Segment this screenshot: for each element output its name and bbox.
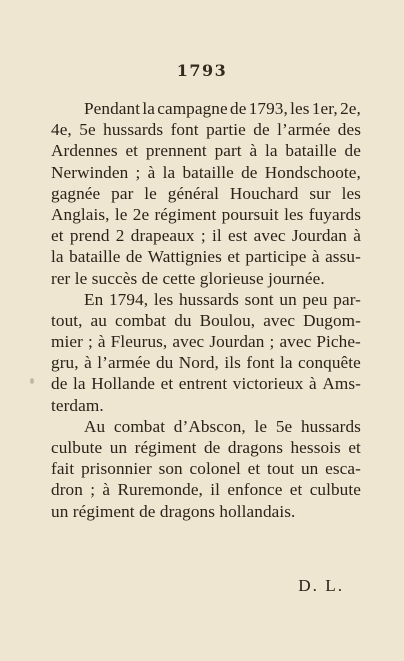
signature: D. L. — [298, 576, 344, 595]
paper-stain — [30, 378, 34, 384]
text-line: de la Hollande et entrent victorieux à Ams- — [51, 374, 361, 394]
text-line: gru, à l’armée du Nord, ils font la conquête — [51, 353, 361, 373]
text-line: Ardennes et prennent part à la bataille de — [51, 141, 361, 161]
text-line: dron ; à Ruremonde, il enfonce et culbute — [51, 480, 361, 500]
text-line: la bataille de Wattignies et participe à assu- — [51, 247, 361, 267]
text-line: Au combat d’Abscon, le 5e hussards — [84, 416, 361, 436]
text-line: En 1794, les hussards sont un peu par- — [84, 289, 361, 309]
text-line: culbute un régiment de dragons hessois et — [51, 438, 361, 457]
text-line: terdam. — [51, 395, 104, 415]
text-line: fait prisonnier son colonel et tout un esca- — [51, 459, 361, 479]
text-line: rer le succès de cette glorieuse journée. — [51, 268, 325, 288]
text-line: gagnée par le général Houchard sur les — [51, 183, 361, 203]
page-heading: 1793 — [176, 61, 228, 80]
text-line: et prend 2 drapeaux ; il est avec Jourdan à — [51, 226, 361, 246]
text-line: un régiment de dragons hollandais. — [51, 501, 296, 521]
page-body-text — [51, 98, 361, 522]
text-line: tout, au combat du Boulou, avec Dugom- — [51, 310, 361, 330]
text-line: Nerwinden ; à la bataille de Hondschoote, — [51, 162, 361, 182]
text-line: Pendant la campagne de 1793, les 1er, 2e, — [84, 99, 361, 118]
text-line: Anglais, le 2e régiment poursuit les fuyards — [51, 204, 361, 224]
text-line: 4e, 5e hussards font partie de l’armée des — [51, 120, 361, 140]
text-line: mier ; à Fleurus, avec Jourdan ; avec Piche- — [51, 332, 361, 352]
